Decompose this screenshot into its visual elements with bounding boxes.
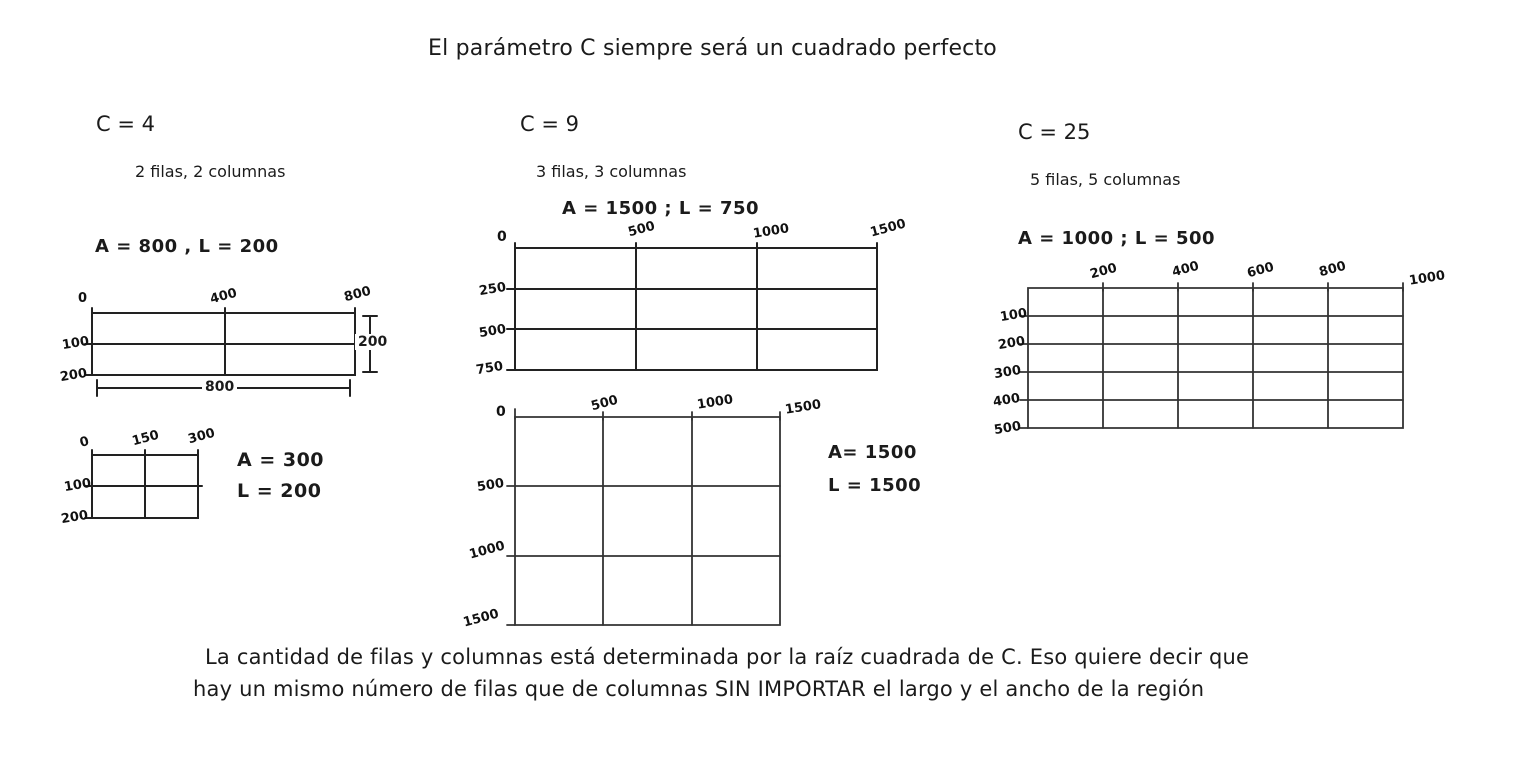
grid-c25 — [991, 258, 1447, 439]
g4-ytick-1000: 1000 — [467, 538, 507, 563]
g2-label-l: L = 200 — [237, 480, 322, 502]
footer-line-2: hay un mismo número de filas que de columnas SIN IMPORTAR el largo y el ancho de la región — [193, 677, 1205, 701]
g1-origin-label: 0 — [78, 291, 88, 306]
g2-xtick-150: 150 — [130, 427, 161, 450]
g1-height-dimension: 200 — [355, 334, 390, 350]
g2-ytick-100: 100 — [62, 475, 93, 496]
g2-label-a: A = 300 — [237, 449, 325, 471]
g2-origin-label: 0 — [78, 434, 91, 451]
g4-xtick-1000: 1000 — [696, 392, 735, 413]
g4-label-a: A= 1500 — [828, 442, 917, 463]
g5-ytick-100: 100 — [998, 305, 1029, 326]
g3-origin-label: 0 — [497, 229, 507, 245]
g2-xtick-300: 300 — [186, 425, 217, 448]
params-c25: A = 1000 ; L = 500 — [1018, 228, 1216, 249]
footer-line-1: La cantidad de filas y columnas está determinada por la raíz cuadrada de C. Eso quiere decir que — [205, 645, 1250, 669]
g5-ytick-500: 500 — [992, 418, 1023, 439]
params-c4: A = 800 , L = 200 — [95, 236, 279, 257]
g5-ytick-200: 200 — [996, 333, 1027, 354]
grid-c4-main-lines — [92, 313, 355, 375]
grid-c9-bottom — [461, 392, 922, 631]
page-title: El parámetro C siempre será un cuadrado perfecto — [428, 36, 997, 61]
params-c9: A = 1500 ; L = 750 — [562, 198, 760, 219]
g4-xtick-1500: 1500 — [784, 397, 823, 418]
subheading-c4: 2 filas, 2 columnas — [135, 162, 286, 181]
g2-ytick-200: 200 — [59, 507, 90, 528]
g4-ytick-500: 500 — [475, 475, 506, 496]
g1-ytick-200: 200 — [58, 365, 89, 386]
g5-xtick-1000: 1000 — [1408, 268, 1447, 289]
grid-c4-main — [58, 283, 388, 395]
g1-xtick-800: 800 — [342, 283, 373, 306]
g3-ytick-250: 250 — [477, 279, 508, 300]
heading-c4: C = 4 — [96, 112, 155, 136]
g5-xtick-600: 600 — [1245, 259, 1276, 282]
grid-c25-lines — [1028, 288, 1403, 428]
g5-ytick-300: 300 — [992, 362, 1023, 383]
g3-ytick-500: 500 — [477, 321, 508, 342]
g1-ytick-100: 100 — [60, 333, 91, 354]
g3-xtick-1500: 1500 — [868, 216, 908, 241]
grid-c9-top — [474, 216, 908, 379]
g4-label-l: L = 1500 — [828, 475, 922, 496]
heading-c25: C = 25 — [1018, 120, 1091, 144]
grid-c4-small-lines — [92, 455, 198, 518]
g5-xtick-400: 400 — [1170, 258, 1201, 281]
g5-xtick-800: 800 — [1317, 258, 1348, 281]
grid-c9-top-lines — [515, 248, 877, 370]
subheading-c25: 5 filas, 5 columnas — [1030, 170, 1181, 189]
g1-xtick-400: 400 — [208, 285, 239, 308]
g4-ytick-1500: 1500 — [461, 606, 501, 631]
g3-xtick-1000: 1000 — [752, 221, 791, 242]
grid-c4-small — [59, 425, 325, 528]
g5-ytick-400: 400 — [991, 390, 1022, 411]
g3-ytick-750: 750 — [474, 358, 505, 379]
g4-origin-label: 0 — [496, 404, 506, 420]
subheading-c9: 3 filas, 3 columnas — [536, 162, 687, 181]
g5-xtick-200: 200 — [1088, 260, 1119, 283]
heading-c9: C = 9 — [520, 112, 579, 136]
g4-xtick-500: 500 — [589, 392, 620, 415]
grid-c9-bottom-lines — [515, 417, 780, 625]
g1-width-dimension: 800 — [202, 379, 237, 395]
g3-xtick-500: 500 — [626, 218, 657, 241]
